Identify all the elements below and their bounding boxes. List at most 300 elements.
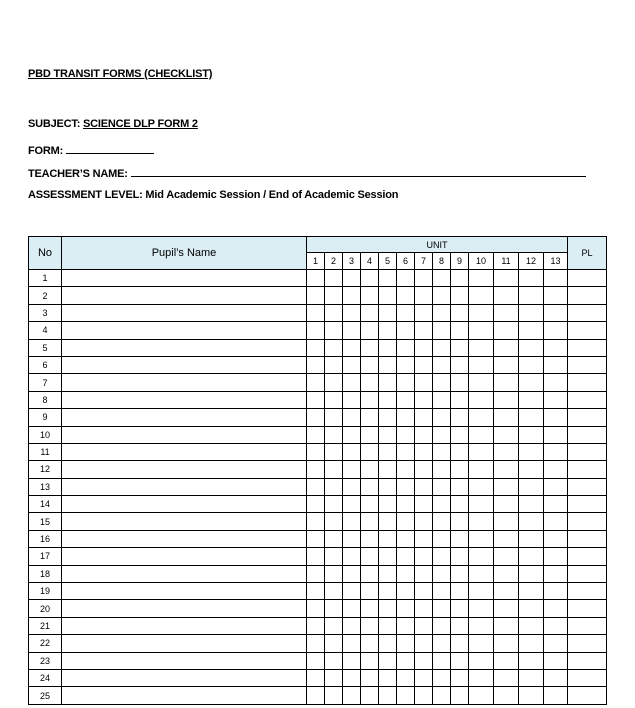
unit-check-cell[interactable] — [469, 426, 494, 443]
unit-check-cell[interactable] — [307, 304, 325, 321]
unit-check-cell[interactable] — [325, 391, 343, 408]
unit-check-cell[interactable] — [451, 461, 469, 478]
unit-check-cell[interactable] — [379, 304, 397, 321]
unit-check-cell[interactable] — [415, 409, 433, 426]
unit-check-cell[interactable] — [325, 652, 343, 669]
unit-check-cell[interactable] — [379, 565, 397, 582]
unit-check-cell[interactable] — [307, 687, 325, 704]
pl-cell[interactable] — [568, 478, 607, 495]
unit-check-cell[interactable] — [433, 426, 451, 443]
unit-check-cell[interactable] — [397, 391, 415, 408]
unit-check-cell[interactable] — [415, 478, 433, 495]
unit-check-cell[interactable] — [307, 617, 325, 634]
unit-check-cell[interactable] — [343, 409, 361, 426]
unit-check-cell[interactable] — [397, 583, 415, 600]
unit-check-cell[interactable] — [343, 374, 361, 391]
unit-check-cell[interactable] — [307, 669, 325, 686]
unit-check-cell[interactable] — [397, 617, 415, 634]
pupil-name-cell[interactable] — [62, 322, 307, 339]
pupil-name-cell[interactable] — [62, 669, 307, 686]
unit-check-cell[interactable] — [361, 322, 379, 339]
unit-check-cell[interactable] — [361, 496, 379, 513]
unit-check-cell[interactable] — [544, 426, 568, 443]
pupil-name-cell[interactable] — [62, 530, 307, 547]
unit-check-cell[interactable] — [307, 391, 325, 408]
unit-check-cell[interactable] — [451, 339, 469, 356]
unit-check-cell[interactable] — [415, 652, 433, 669]
unit-check-cell[interactable] — [494, 513, 519, 530]
unit-check-cell[interactable] — [494, 617, 519, 634]
unit-check-cell[interactable] — [307, 565, 325, 582]
unit-check-cell[interactable] — [325, 687, 343, 704]
unit-check-cell[interactable] — [379, 600, 397, 617]
pl-cell[interactable] — [568, 270, 607, 287]
unit-check-cell[interactable] — [397, 478, 415, 495]
unit-check-cell[interactable] — [544, 513, 568, 530]
unit-check-cell[interactable] — [307, 443, 325, 460]
unit-check-cell[interactable] — [494, 443, 519, 460]
unit-check-cell[interactable] — [433, 669, 451, 686]
pupil-name-cell[interactable] — [62, 617, 307, 634]
unit-check-cell[interactable] — [433, 391, 451, 408]
unit-check-cell[interactable] — [307, 426, 325, 443]
unit-check-cell[interactable] — [433, 356, 451, 373]
unit-check-cell[interactable] — [494, 548, 519, 565]
pupil-name-cell[interactable] — [62, 374, 307, 391]
unit-check-cell[interactable] — [379, 617, 397, 634]
unit-check-cell[interactable] — [544, 600, 568, 617]
unit-check-cell[interactable] — [379, 635, 397, 652]
unit-check-cell[interactable] — [325, 356, 343, 373]
unit-check-cell[interactable] — [343, 443, 361, 460]
unit-check-cell[interactable] — [325, 669, 343, 686]
unit-check-cell[interactable] — [361, 443, 379, 460]
unit-check-cell[interactable] — [307, 652, 325, 669]
unit-check-cell[interactable] — [397, 530, 415, 547]
unit-check-cell[interactable] — [343, 687, 361, 704]
unit-check-cell[interactable] — [415, 339, 433, 356]
unit-check-cell[interactable] — [544, 270, 568, 287]
unit-check-cell[interactable] — [544, 565, 568, 582]
unit-check-cell[interactable] — [544, 583, 568, 600]
unit-check-cell[interactable] — [343, 391, 361, 408]
unit-check-cell[interactable] — [415, 461, 433, 478]
unit-check-cell[interactable] — [397, 513, 415, 530]
unit-check-cell[interactable] — [451, 391, 469, 408]
unit-check-cell[interactable] — [361, 287, 379, 304]
unit-check-cell[interactable] — [451, 652, 469, 669]
unit-check-cell[interactable] — [325, 409, 343, 426]
unit-check-cell[interactable] — [361, 478, 379, 495]
unit-check-cell[interactable] — [325, 443, 343, 460]
unit-check-cell[interactable] — [469, 583, 494, 600]
unit-check-cell[interactable] — [307, 339, 325, 356]
unit-check-cell[interactable] — [397, 461, 415, 478]
pl-cell[interactable] — [568, 496, 607, 513]
unit-check-cell[interactable] — [519, 652, 544, 669]
unit-check-cell[interactable] — [415, 548, 433, 565]
unit-check-cell[interactable] — [397, 426, 415, 443]
unit-check-cell[interactable] — [433, 304, 451, 321]
unit-check-cell[interactable] — [544, 687, 568, 704]
unit-check-cell[interactable] — [397, 669, 415, 686]
unit-check-cell[interactable] — [469, 635, 494, 652]
pupil-name-cell[interactable] — [62, 496, 307, 513]
unit-check-cell[interactable] — [433, 652, 451, 669]
unit-check-cell[interactable] — [494, 356, 519, 373]
unit-check-cell[interactable] — [343, 478, 361, 495]
unit-check-cell[interactable] — [451, 687, 469, 704]
unit-check-cell[interactable] — [415, 617, 433, 634]
unit-check-cell[interactable] — [544, 409, 568, 426]
pupil-name-cell[interactable] — [62, 652, 307, 669]
unit-check-cell[interactable] — [307, 287, 325, 304]
unit-check-cell[interactable] — [494, 409, 519, 426]
unit-check-cell[interactable] — [451, 426, 469, 443]
unit-check-cell[interactable] — [379, 652, 397, 669]
unit-check-cell[interactable] — [469, 600, 494, 617]
unit-check-cell[interactable] — [361, 583, 379, 600]
unit-check-cell[interactable] — [451, 304, 469, 321]
unit-check-cell[interactable] — [379, 287, 397, 304]
unit-check-cell[interactable] — [451, 478, 469, 495]
unit-check-cell[interactable] — [379, 548, 397, 565]
unit-check-cell[interactable] — [397, 322, 415, 339]
unit-check-cell[interactable] — [379, 461, 397, 478]
unit-check-cell[interactable] — [433, 287, 451, 304]
unit-check-cell[interactable] — [343, 356, 361, 373]
unit-check-cell[interactable] — [361, 374, 379, 391]
pupil-name-cell[interactable] — [62, 339, 307, 356]
unit-check-cell[interactable] — [544, 374, 568, 391]
unit-check-cell[interactable] — [397, 339, 415, 356]
unit-check-cell[interactable] — [343, 496, 361, 513]
pl-cell[interactable] — [568, 322, 607, 339]
unit-check-cell[interactable] — [307, 356, 325, 373]
unit-check-cell[interactable] — [433, 496, 451, 513]
unit-check-cell[interactable] — [544, 635, 568, 652]
pupil-name-cell[interactable] — [62, 548, 307, 565]
unit-check-cell[interactable] — [469, 287, 494, 304]
pupil-name-cell[interactable] — [62, 478, 307, 495]
unit-check-cell[interactable] — [343, 287, 361, 304]
pl-cell[interactable] — [568, 635, 607, 652]
unit-check-cell[interactable] — [544, 304, 568, 321]
unit-check-cell[interactable] — [361, 687, 379, 704]
unit-check-cell[interactable] — [544, 652, 568, 669]
pupil-name-cell[interactable] — [62, 583, 307, 600]
unit-check-cell[interactable] — [451, 443, 469, 460]
unit-check-cell[interactable] — [469, 443, 494, 460]
pupil-name-cell[interactable] — [62, 391, 307, 408]
unit-check-cell[interactable] — [307, 548, 325, 565]
unit-check-cell[interactable] — [519, 513, 544, 530]
unit-check-cell[interactable] — [544, 339, 568, 356]
unit-check-cell[interactable] — [325, 548, 343, 565]
unit-check-cell[interactable] — [397, 304, 415, 321]
unit-check-cell[interactable] — [379, 426, 397, 443]
unit-check-cell[interactable] — [469, 391, 494, 408]
unit-check-cell[interactable] — [415, 443, 433, 460]
unit-check-cell[interactable] — [451, 513, 469, 530]
unit-check-cell[interactable] — [494, 270, 519, 287]
unit-check-cell[interactable] — [519, 635, 544, 652]
unit-check-cell[interactable] — [544, 391, 568, 408]
unit-check-cell[interactable] — [307, 530, 325, 547]
unit-check-cell[interactable] — [379, 669, 397, 686]
pl-cell[interactable] — [568, 617, 607, 634]
unit-check-cell[interactable] — [469, 652, 494, 669]
pl-cell[interactable] — [568, 426, 607, 443]
unit-check-cell[interactable] — [415, 513, 433, 530]
unit-check-cell[interactable] — [307, 461, 325, 478]
unit-check-cell[interactable] — [325, 635, 343, 652]
unit-check-cell[interactable] — [397, 287, 415, 304]
unit-check-cell[interactable] — [307, 600, 325, 617]
unit-check-cell[interactable] — [307, 409, 325, 426]
unit-check-cell[interactable] — [325, 496, 343, 513]
pl-cell[interactable] — [568, 548, 607, 565]
unit-check-cell[interactable] — [343, 461, 361, 478]
unit-check-cell[interactable] — [451, 635, 469, 652]
pl-cell[interactable] — [568, 339, 607, 356]
unit-check-cell[interactable] — [451, 409, 469, 426]
unit-check-cell[interactable] — [519, 478, 544, 495]
unit-check-cell[interactable] — [494, 304, 519, 321]
pupil-name-cell[interactable] — [62, 270, 307, 287]
unit-check-cell[interactable] — [433, 565, 451, 582]
unit-check-cell[interactable] — [343, 513, 361, 530]
unit-check-cell[interactable] — [519, 287, 544, 304]
unit-check-cell[interactable] — [544, 530, 568, 547]
pl-cell[interactable] — [568, 409, 607, 426]
unit-check-cell[interactable] — [494, 287, 519, 304]
unit-check-cell[interactable] — [397, 635, 415, 652]
pupil-name-cell[interactable] — [62, 304, 307, 321]
unit-check-cell[interactable] — [361, 270, 379, 287]
unit-check-cell[interactable] — [343, 339, 361, 356]
form-blank-field[interactable] — [66, 142, 154, 154]
unit-check-cell[interactable] — [343, 548, 361, 565]
unit-check-cell[interactable] — [307, 374, 325, 391]
unit-check-cell[interactable] — [379, 687, 397, 704]
unit-check-cell[interactable] — [469, 270, 494, 287]
unit-check-cell[interactable] — [544, 287, 568, 304]
unit-check-cell[interactable] — [519, 374, 544, 391]
unit-check-cell[interactable] — [451, 287, 469, 304]
unit-check-cell[interactable] — [415, 426, 433, 443]
unit-check-cell[interactable] — [433, 478, 451, 495]
unit-check-cell[interactable] — [361, 600, 379, 617]
unit-check-cell[interactable] — [544, 669, 568, 686]
unit-check-cell[interactable] — [397, 270, 415, 287]
unit-check-cell[interactable] — [415, 583, 433, 600]
unit-check-cell[interactable] — [519, 530, 544, 547]
unit-check-cell[interactable] — [469, 409, 494, 426]
unit-check-cell[interactable] — [494, 496, 519, 513]
pupil-name-cell[interactable] — [62, 287, 307, 304]
unit-check-cell[interactable] — [343, 270, 361, 287]
unit-check-cell[interactable] — [325, 461, 343, 478]
unit-check-cell[interactable] — [544, 461, 568, 478]
unit-check-cell[interactable] — [325, 374, 343, 391]
unit-check-cell[interactable] — [519, 443, 544, 460]
unit-check-cell[interactable] — [494, 530, 519, 547]
unit-check-cell[interactable] — [325, 287, 343, 304]
unit-check-cell[interactable] — [415, 374, 433, 391]
unit-check-cell[interactable] — [544, 443, 568, 460]
unit-check-cell[interactable] — [519, 304, 544, 321]
unit-check-cell[interactable] — [433, 687, 451, 704]
unit-check-cell[interactable] — [433, 635, 451, 652]
unit-check-cell[interactable] — [451, 356, 469, 373]
unit-check-cell[interactable] — [494, 478, 519, 495]
unit-check-cell[interactable] — [325, 478, 343, 495]
unit-check-cell[interactable] — [379, 322, 397, 339]
unit-check-cell[interactable] — [397, 443, 415, 460]
unit-check-cell[interactable] — [307, 270, 325, 287]
unit-check-cell[interactable] — [361, 409, 379, 426]
unit-check-cell[interactable] — [433, 374, 451, 391]
pupil-name-cell[interactable] — [62, 356, 307, 373]
unit-check-cell[interactable] — [451, 669, 469, 686]
unit-check-cell[interactable] — [361, 635, 379, 652]
unit-check-cell[interactable] — [343, 426, 361, 443]
unit-check-cell[interactable] — [469, 322, 494, 339]
unit-check-cell[interactable] — [361, 391, 379, 408]
unit-check-cell[interactable] — [361, 356, 379, 373]
unit-check-cell[interactable] — [325, 304, 343, 321]
unit-check-cell[interactable] — [544, 322, 568, 339]
unit-check-cell[interactable] — [397, 374, 415, 391]
unit-check-cell[interactable] — [519, 496, 544, 513]
pupil-name-cell[interactable] — [62, 565, 307, 582]
unit-check-cell[interactable] — [494, 652, 519, 669]
unit-check-cell[interactable] — [451, 496, 469, 513]
pl-cell[interactable] — [568, 304, 607, 321]
unit-check-cell[interactable] — [519, 409, 544, 426]
unit-check-cell[interactable] — [469, 496, 494, 513]
unit-check-cell[interactable] — [361, 426, 379, 443]
unit-check-cell[interactable] — [519, 583, 544, 600]
pupil-name-cell[interactable] — [62, 461, 307, 478]
unit-check-cell[interactable] — [361, 565, 379, 582]
pupil-name-cell[interactable] — [62, 513, 307, 530]
unit-check-cell[interactable] — [343, 530, 361, 547]
unit-check-cell[interactable] — [361, 461, 379, 478]
unit-check-cell[interactable] — [415, 687, 433, 704]
unit-check-cell[interactable] — [415, 600, 433, 617]
unit-check-cell[interactable] — [379, 478, 397, 495]
pl-cell[interactable] — [568, 669, 607, 686]
unit-check-cell[interactable] — [451, 565, 469, 582]
unit-check-cell[interactable] — [519, 548, 544, 565]
unit-check-cell[interactable] — [325, 339, 343, 356]
unit-check-cell[interactable] — [361, 669, 379, 686]
unit-check-cell[interactable] — [469, 339, 494, 356]
unit-check-cell[interactable] — [519, 426, 544, 443]
unit-check-cell[interactable] — [307, 513, 325, 530]
unit-check-cell[interactable] — [469, 304, 494, 321]
unit-check-cell[interactable] — [325, 270, 343, 287]
unit-check-cell[interactable] — [469, 617, 494, 634]
unit-check-cell[interactable] — [397, 565, 415, 582]
unit-check-cell[interactable] — [397, 356, 415, 373]
unit-check-cell[interactable] — [379, 356, 397, 373]
unit-check-cell[interactable] — [307, 496, 325, 513]
pupil-name-cell[interactable] — [62, 635, 307, 652]
unit-check-cell[interactable] — [379, 339, 397, 356]
unit-check-cell[interactable] — [397, 496, 415, 513]
pl-cell[interactable] — [568, 374, 607, 391]
unit-check-cell[interactable] — [469, 669, 494, 686]
teacher-name-blank-field[interactable] — [131, 165, 586, 177]
unit-check-cell[interactable] — [544, 548, 568, 565]
unit-check-cell[interactable] — [494, 461, 519, 478]
unit-check-cell[interactable] — [343, 322, 361, 339]
pl-cell[interactable] — [568, 530, 607, 547]
unit-check-cell[interactable] — [307, 635, 325, 652]
unit-check-cell[interactable] — [469, 565, 494, 582]
unit-check-cell[interactable] — [469, 461, 494, 478]
unit-check-cell[interactable] — [433, 409, 451, 426]
unit-check-cell[interactable] — [519, 391, 544, 408]
unit-check-cell[interactable] — [494, 322, 519, 339]
pupil-name-cell[interactable] — [62, 443, 307, 460]
unit-check-cell[interactable] — [451, 617, 469, 634]
unit-check-cell[interactable] — [361, 304, 379, 321]
pl-cell[interactable] — [568, 391, 607, 408]
pl-cell[interactable] — [568, 583, 607, 600]
pupil-name-cell[interactable] — [62, 687, 307, 704]
unit-check-cell[interactable] — [451, 322, 469, 339]
unit-check-cell[interactable] — [519, 356, 544, 373]
pl-cell[interactable] — [568, 356, 607, 373]
unit-check-cell[interactable] — [379, 583, 397, 600]
unit-check-cell[interactable] — [415, 565, 433, 582]
unit-check-cell[interactable] — [433, 583, 451, 600]
pl-cell[interactable] — [568, 443, 607, 460]
unit-check-cell[interactable] — [415, 496, 433, 513]
pl-cell[interactable] — [568, 287, 607, 304]
pl-cell[interactable] — [568, 461, 607, 478]
unit-check-cell[interactable] — [469, 687, 494, 704]
unit-check-cell[interactable] — [433, 443, 451, 460]
unit-check-cell[interactable] — [415, 530, 433, 547]
unit-check-cell[interactable] — [415, 304, 433, 321]
unit-check-cell[interactable] — [433, 339, 451, 356]
unit-check-cell[interactable] — [397, 687, 415, 704]
unit-check-cell[interactable] — [519, 270, 544, 287]
unit-check-cell[interactable] — [469, 478, 494, 495]
unit-check-cell[interactable] — [379, 530, 397, 547]
unit-check-cell[interactable] — [325, 426, 343, 443]
unit-check-cell[interactable] — [343, 600, 361, 617]
unit-check-cell[interactable] — [379, 270, 397, 287]
unit-check-cell[interactable] — [433, 530, 451, 547]
pl-cell[interactable] — [568, 513, 607, 530]
unit-check-cell[interactable] — [519, 322, 544, 339]
unit-check-cell[interactable] — [451, 530, 469, 547]
unit-check-cell[interactable] — [415, 287, 433, 304]
unit-check-cell[interactable] — [519, 600, 544, 617]
pl-cell[interactable] — [568, 600, 607, 617]
unit-check-cell[interactable] — [415, 635, 433, 652]
unit-check-cell[interactable] — [415, 356, 433, 373]
unit-check-cell[interactable] — [494, 391, 519, 408]
unit-check-cell[interactable] — [325, 530, 343, 547]
unit-check-cell[interactable] — [494, 583, 519, 600]
